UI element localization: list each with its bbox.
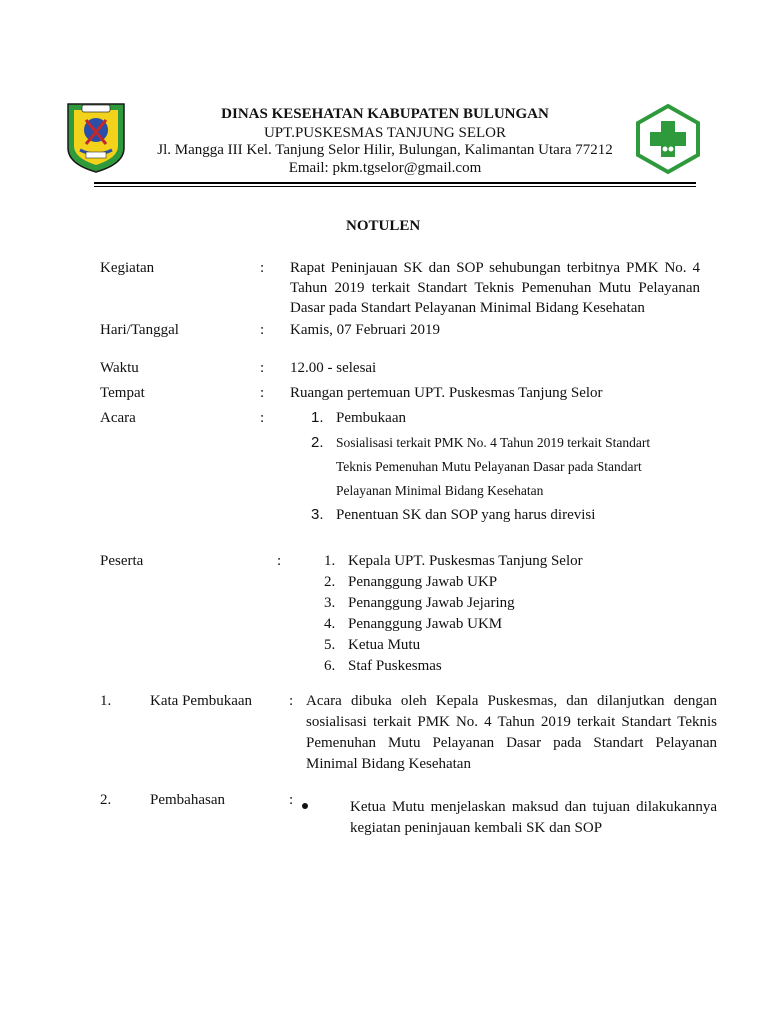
peserta-item-number: 2.: [324, 574, 336, 590]
peserta-item-text: Penanggung Jawab UKP: [348, 574, 498, 590]
acara-item-number: 2.: [311, 434, 324, 451]
waktu-value: 12.00 - selesai: [290, 360, 377, 376]
unit-name: UPT.PUSKESMAS TANJUNG SELOR: [263, 125, 507, 141]
section-text-line: Minimal Bidang Kesehatan: [306, 756, 471, 772]
section-number: 1.: [100, 693, 112, 709]
waktu-colon: :: [260, 360, 265, 376]
peserta-item-number: 3.: [324, 595, 336, 611]
section-bullet-line: kegiatan peninjauan kembali SK dan SOP: [350, 820, 603, 836]
tempat-colon: :: [260, 385, 265, 401]
section-number: 2.: [100, 792, 112, 808]
peserta-item-text: Ketua Mutu: [348, 637, 421, 653]
agency-name: DINAS KESEHATAN KABUPATEN BULUNGAN: [221, 106, 549, 122]
peserta-item-text: Penanggung Jawab Jejaring: [348, 595, 515, 611]
hari-value: Kamis, 07 Februari 2019: [290, 322, 440, 338]
email: Email: pkm.tgselor@gmail.com: [288, 160, 482, 176]
section-text-line: Pemenuhan Mutu Pelayanan Dasar pada Standart Pelayanan: [306, 735, 717, 751]
peserta-item-text: Kepala UPT. Puskesmas Tanjung Selor: [348, 553, 583, 569]
peserta-item-number: 4.: [324, 616, 336, 632]
acara-item-text: Pelayanan Minimal Bidang Kesehatan: [336, 483, 544, 498]
acara-label: Acara: [100, 410, 136, 426]
section-text-line: sosialisasi terkait PMK No. 4 Tahun 2019 terkait Standart Teknis: [306, 714, 717, 730]
bullet-icon: [302, 803, 308, 809]
kegiatan-value-line: Rapat Peninjauan SK dan SOP sehubungan terbitnya PMK No. 4: [290, 260, 700, 276]
tempat-label: Tempat: [100, 385, 145, 401]
document-title: NOTULEN: [346, 218, 421, 234]
peserta-item-number: 1.: [324, 553, 336, 569]
acara-item-number: 1.: [311, 409, 324, 426]
waktu-label: Waktu: [100, 360, 139, 376]
acara-item-text: Teknis Pemenuhan Mutu Pelayanan Dasar pada Standart: [336, 459, 642, 474]
acara-item-text: Penentuan SK dan SOP yang harus direvisi: [336, 507, 596, 523]
acara-item-number: 3.: [311, 506, 324, 523]
section-bullet-line: Ketua Mutu menjelaskan maksud dan tujuan dilakukannya: [350, 799, 717, 815]
peserta-item-number: 5.: [324, 637, 336, 653]
header-rule-thin: [94, 186, 696, 187]
peserta-colon: :: [277, 553, 282, 569]
peserta-item-text: Staf Puskesmas: [348, 658, 442, 674]
section-text-line: Acara dibuka oleh Kepala Puskesmas, dan dilanjutkan dengan: [306, 693, 717, 709]
section-label: Pembahasan: [150, 792, 225, 808]
acara-item-text: Sosialisasi terkait PMK No. 4 Tahun 2019 terkait Standart: [336, 435, 651, 450]
hari-colon: :: [260, 322, 265, 338]
section-colon: :: [289, 693, 294, 709]
kegiatan-value-line: Dasar pada Standart Pelayanan Minimal Bidang Kesehatan: [290, 300, 645, 316]
regency-emblem-icon: [62, 100, 130, 174]
kegiatan-colon: :: [260, 260, 265, 276]
hari-label: Hari/Tanggal: [100, 322, 179, 338]
acara-item-text: Pembukaan: [336, 410, 406, 426]
tempat-value: Ruangan pertemuan UPT. Puskesmas Tanjung Selor: [290, 385, 603, 401]
puskesmas-logo-icon: [632, 103, 704, 175]
address: Jl. Mangga III Kel. Tanjung Selor Hilir, Bulungan, Kalimantan Utara 77212: [157, 142, 613, 158]
peserta-label: Peserta: [100, 553, 144, 569]
peserta-item-number: 6.: [324, 658, 336, 674]
section-colon: :: [289, 792, 294, 808]
peserta-item-text: Penanggung Jawab UKM: [348, 616, 503, 632]
acara-colon: :: [260, 410, 265, 426]
section-label: Kata Pembukaan: [150, 693, 253, 709]
kegiatan-label: Kegiatan: [100, 260, 155, 276]
header-rule-thick: [94, 182, 696, 184]
kegiatan-value-line: Tahun 2019 terkait Standart Teknis Pemenuhan Mutu Pelayanan: [290, 280, 700, 296]
